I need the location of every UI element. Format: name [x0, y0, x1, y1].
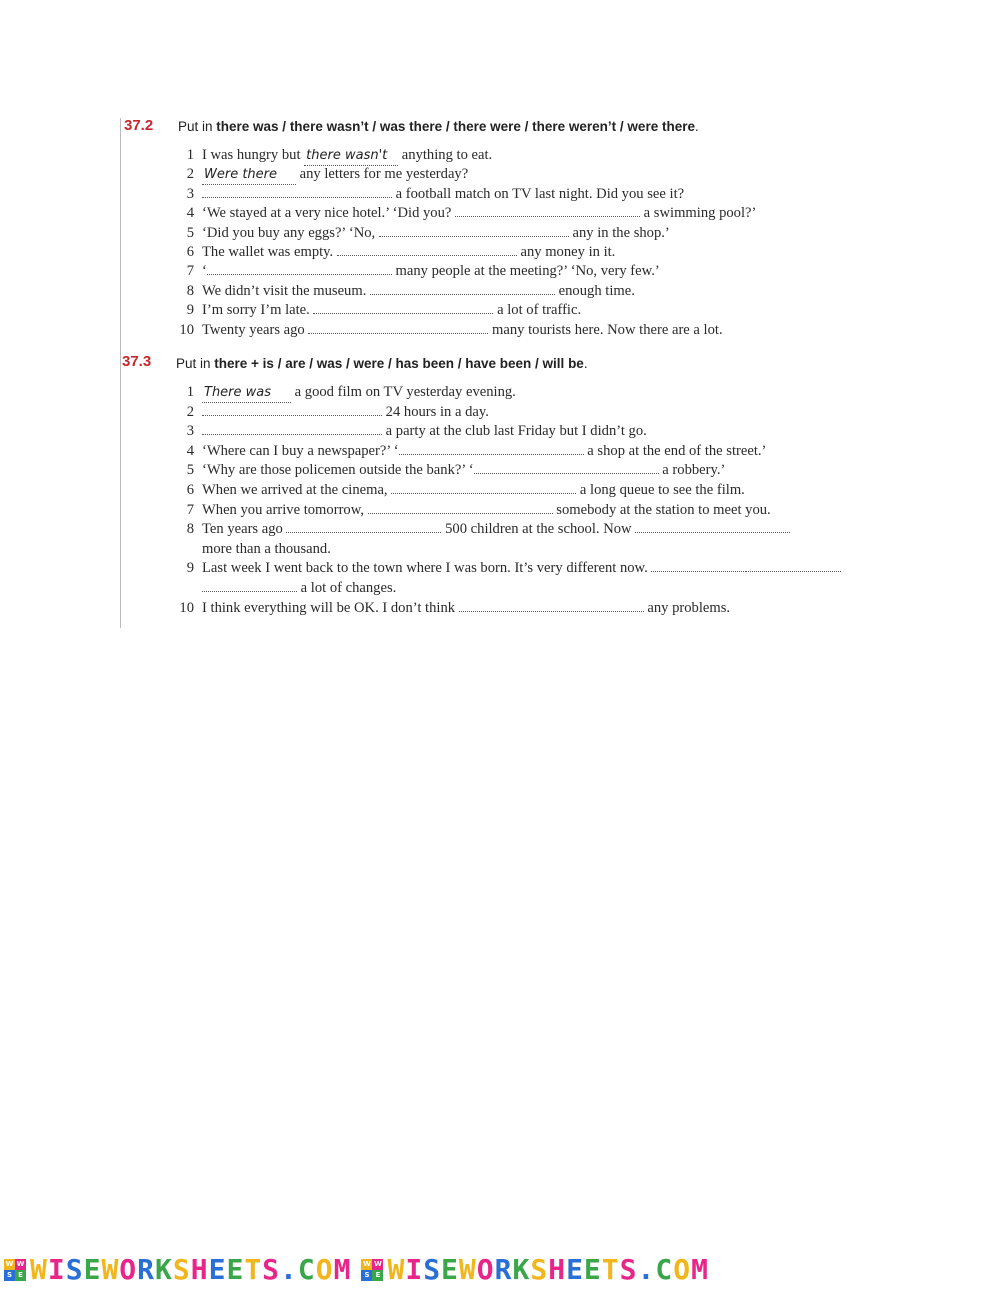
- item-number: 8: [186, 521, 194, 538]
- answer-blank[interactable]: [308, 321, 488, 334]
- exercise-item: [172, 559, 841, 577]
- exercise-item: [172, 301, 581, 319]
- item-number: 10: [179, 599, 194, 616]
- exercise-item: [172, 383, 516, 403]
- exercise-item: [172, 224, 670, 242]
- exercise-item: [172, 540, 331, 558]
- exercise-item: [172, 442, 766, 460]
- exercise-item: [172, 461, 725, 479]
- item-text-after: a long queue to see the film.: [576, 482, 745, 498]
- brand-text: WISEWORKSHEETS.COM: [387, 1253, 709, 1286]
- margin-line: [120, 118, 121, 628]
- item-text-after: a party at the club last Friday but I didn’t go.: [382, 423, 647, 440]
- brand-logo-repeat: [361, 1255, 708, 1285]
- answer-blank[interactable]: [202, 422, 382, 435]
- answer-blank[interactable]: [202, 579, 297, 592]
- item-number: 5: [186, 462, 194, 479]
- item-text-after: many people at the meeting?’ ‘No, very few.’: [391, 263, 660, 280]
- answer-example: There was: [202, 384, 291, 403]
- item-number: 1: [186, 147, 194, 163]
- item-text-after: any problems.: [643, 599, 731, 616]
- answer-blank[interactable]: [379, 224, 569, 237]
- item-text-after: a swimming pool?’: [640, 205, 757, 222]
- item-text-after: a football match on TV last night. Did you see it?: [392, 185, 685, 202]
- item-text-before: Ten years ago: [202, 521, 287, 538]
- answer-blank[interactable]: [391, 481, 576, 494]
- item-text-before: Twenty years ago: [202, 321, 309, 338]
- exercise-item: [172, 321, 723, 339]
- item-text-before: ‘Did you buy any eggs?’ ‘No,: [202, 224, 379, 241]
- item-text-after: many tourists here. Now there are a lot.: [488, 321, 723, 338]
- item-text-after: a robbery.’: [658, 462, 726, 479]
- answer-blank[interactable]: [455, 204, 640, 217]
- exercise-item: [172, 146, 492, 166]
- item-text-before: more than a thousand.: [202, 540, 331, 557]
- item-text-after: any money in it.: [516, 244, 616, 260]
- exercise-item: [172, 282, 635, 300]
- exercise-item: [172, 481, 745, 499]
- item-text-before: I think everything will be OK. I don’t think: [202, 599, 459, 616]
- item-text-after: enough time.: [555, 282, 635, 299]
- logo-icon: W W S E: [363, 1260, 382, 1279]
- answer-blank[interactable]: [207, 262, 392, 275]
- item-text-after: any in the shop.’: [568, 224, 670, 241]
- exercise-item: [172, 185, 684, 203]
- exercise-item: [172, 403, 489, 421]
- item-text-before: I was hungry but: [202, 147, 305, 163]
- item-text-before: ‘: [202, 263, 207, 280]
- item-number: 4: [186, 205, 194, 222]
- exercise-item: [172, 599, 730, 617]
- item-text-before: ‘Why are those policemen outside the bank?’ ‘: [202, 462, 474, 479]
- item-number: 3: [186, 423, 194, 440]
- item-number: 9: [186, 560, 194, 577]
- item-number: 6: [186, 244, 194, 260]
- item-number: 7: [186, 501, 194, 518]
- item-number: 5: [186, 224, 194, 241]
- item-text-after: a good film on TV yesterday evening.: [291, 384, 516, 400]
- item-text-before: Last week I went back to the town where I was born. It’s very different now.: [202, 560, 652, 577]
- item-number: 9: [186, 302, 194, 319]
- answer-blank[interactable]: [459, 599, 644, 612]
- item-text-after: anything to eat.: [398, 147, 493, 163]
- item-text-after: a lot of traffic.: [493, 302, 582, 319]
- exercise-item: [172, 262, 660, 280]
- exercise-item: [172, 579, 396, 597]
- item-text-after: a shop at the end of the street.’: [583, 442, 767, 459]
- item-number: 6: [186, 482, 194, 498]
- item-text-after: a lot of changes.: [297, 580, 397, 596]
- item-number: 4: [186, 442, 194, 459]
- answer-blank[interactable]: [202, 403, 382, 416]
- answer-example: there wasn't: [304, 147, 398, 166]
- item-text-before: When we arrived at the cinema,: [202, 482, 392, 498]
- exercise-item: [172, 204, 756, 222]
- answer-blank[interactable]: [370, 282, 555, 295]
- exercise-item: [172, 501, 771, 519]
- answer-blank[interactable]: [313, 301, 493, 314]
- exercise-item: [172, 520, 790, 538]
- exercise-item: [172, 165, 468, 185]
- brand-logo: [4, 1255, 351, 1285]
- answer-example: Were there: [202, 166, 296, 185]
- footer-watermark: [0, 1255, 1000, 1285]
- answer-blank[interactable]: [202, 185, 392, 198]
- section-instruction-37-3: Put in there + is / are / was / were / has been / have been / will be.: [176, 356, 588, 371]
- item-text-before: We didn’t visit the museum.: [202, 282, 370, 299]
- item-number: 7: [186, 263, 194, 280]
- logo-icon: W W S E: [5, 1260, 25, 1279]
- item-text-after: somebody at the station to meet you.: [552, 501, 771, 518]
- answer-blank[interactable]: [368, 501, 553, 514]
- item-text-after: 24 hours in a day.: [382, 403, 489, 420]
- item-text-after: 500 children at the school. Now: [441, 521, 636, 538]
- exercise-item: [172, 243, 615, 261]
- item-text-after: any letters for me yesterday?: [296, 166, 469, 183]
- item-text-before: When you arrive tomorrow,: [202, 501, 368, 518]
- answer-blank[interactable]: [635, 520, 790, 533]
- section-instruction-37-2: Put in there was / there wasn’t / was there / there were / there weren’t / were there.: [178, 119, 699, 134]
- item-number: 8: [186, 282, 194, 299]
- item-text-before: I’m sorry I’m late.: [202, 302, 314, 319]
- item-text-before: ‘We stayed at a very nice hotel.’ ‘Did you?: [202, 205, 456, 222]
- item-number: 2: [186, 403, 194, 420]
- answer-blank[interactable]: [746, 559, 841, 572]
- brand-text: WISEWORKSHEETS.COM: [30, 1253, 352, 1286]
- section-number-37-2: 37.2: [124, 117, 154, 134]
- item-number: 1: [186, 384, 194, 400]
- item-number: 3: [186, 185, 194, 202]
- item-text-before: The wallet was empty.: [202, 244, 337, 260]
- item-number: 10: [179, 321, 194, 338]
- answer-blank[interactable]: [337, 243, 517, 256]
- item-text-before: ‘Where can I buy a newspaper?’ ‘: [202, 442, 399, 459]
- answer-blank[interactable]: [474, 461, 659, 474]
- item-number: 2: [186, 166, 194, 183]
- section-number-37-3: 37.3: [122, 353, 152, 370]
- answer-blank[interactable]: [651, 559, 746, 572]
- answer-blank[interactable]: [399, 442, 584, 455]
- answer-blank[interactable]: [286, 520, 441, 533]
- exercise-item: [172, 422, 647, 440]
